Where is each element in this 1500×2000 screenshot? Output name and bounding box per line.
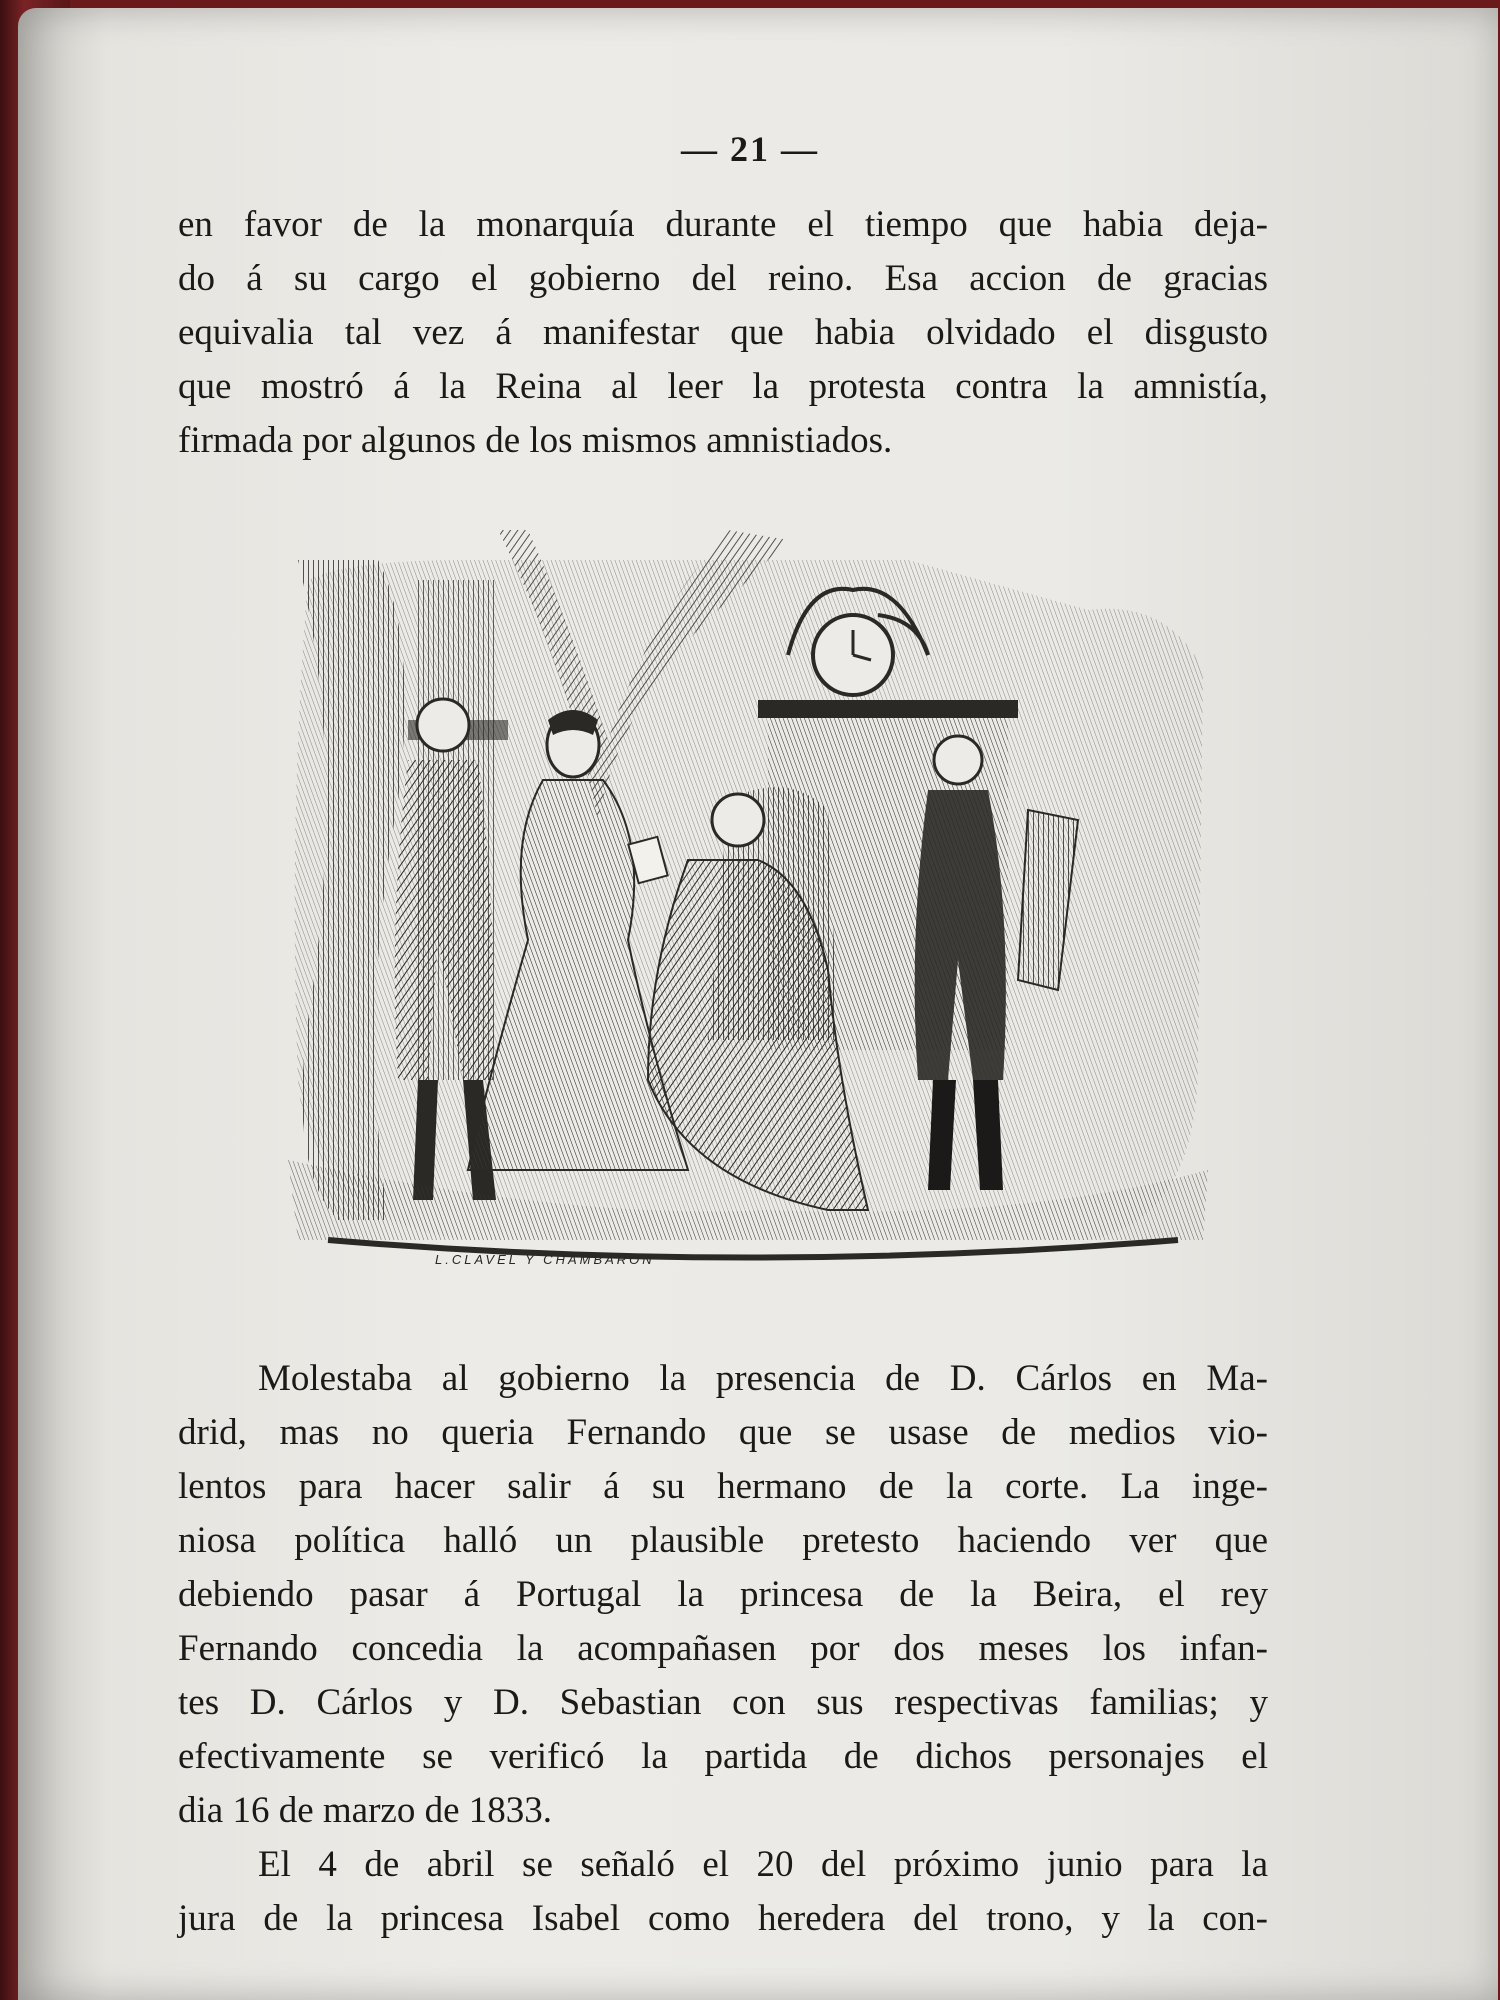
text-line: tes D. Cárlos y D. Sebastian con sus respectivas familias; y	[178, 1682, 1268, 1723]
text-line: que mostró á la Reina al leer la protesta contra la amnistía,	[178, 366, 1268, 407]
text-line: jura de la princesa Isabel como heredera del trono, y la con-	[178, 1898, 1268, 1939]
bottom-paragraphs	[178, 1352, 1268, 1946]
page-number: — 21 —	[681, 129, 819, 169]
text-line: efectivamente se verificó la partida de dichos personajes el	[178, 1736, 1268, 1777]
text-line: Fernando concedia la acompañasen por dos meses los infan-	[178, 1628, 1268, 1669]
text-line: debiendo pasar á Portugal la princesa de la Beira, el rey	[178, 1574, 1268, 1615]
top-paragraph	[178, 198, 1268, 468]
text-line: niosa política halló un plausible pretesto haciendo ver que	[178, 1520, 1268, 1561]
text-line: firmada por algunos de los mismos amnistiados.	[178, 420, 893, 461]
text-line: drid, mas no queria Fernando que se usase de medios vio-	[178, 1412, 1268, 1453]
text-line: dia 16 de marzo de 1833.	[178, 1790, 552, 1831]
text-line: equivalia tal vez á manifestar que habia olvidado el disgusto	[178, 312, 1268, 353]
engraving-illustration	[268, 520, 1218, 1270]
text-line: Molestaba al gobierno la presencia de D. Cárlos en Ma-	[258, 1358, 1268, 1399]
text-line: en favor de la monarquía durante el tiempo que habia deja-	[178, 204, 1268, 245]
engraving-credit: L.CLAVEL Y CHAMBARON	[435, 1252, 655, 1267]
text-line: lentos para hacer salir á su hermano de la corte. La inge-	[178, 1466, 1268, 1507]
text-line: do á su cargo el gobierno del reino. Esa accion de gracias	[178, 258, 1268, 299]
text-line: El 4 de abril se señaló el 20 del próximo junio para la	[258, 1844, 1268, 1885]
